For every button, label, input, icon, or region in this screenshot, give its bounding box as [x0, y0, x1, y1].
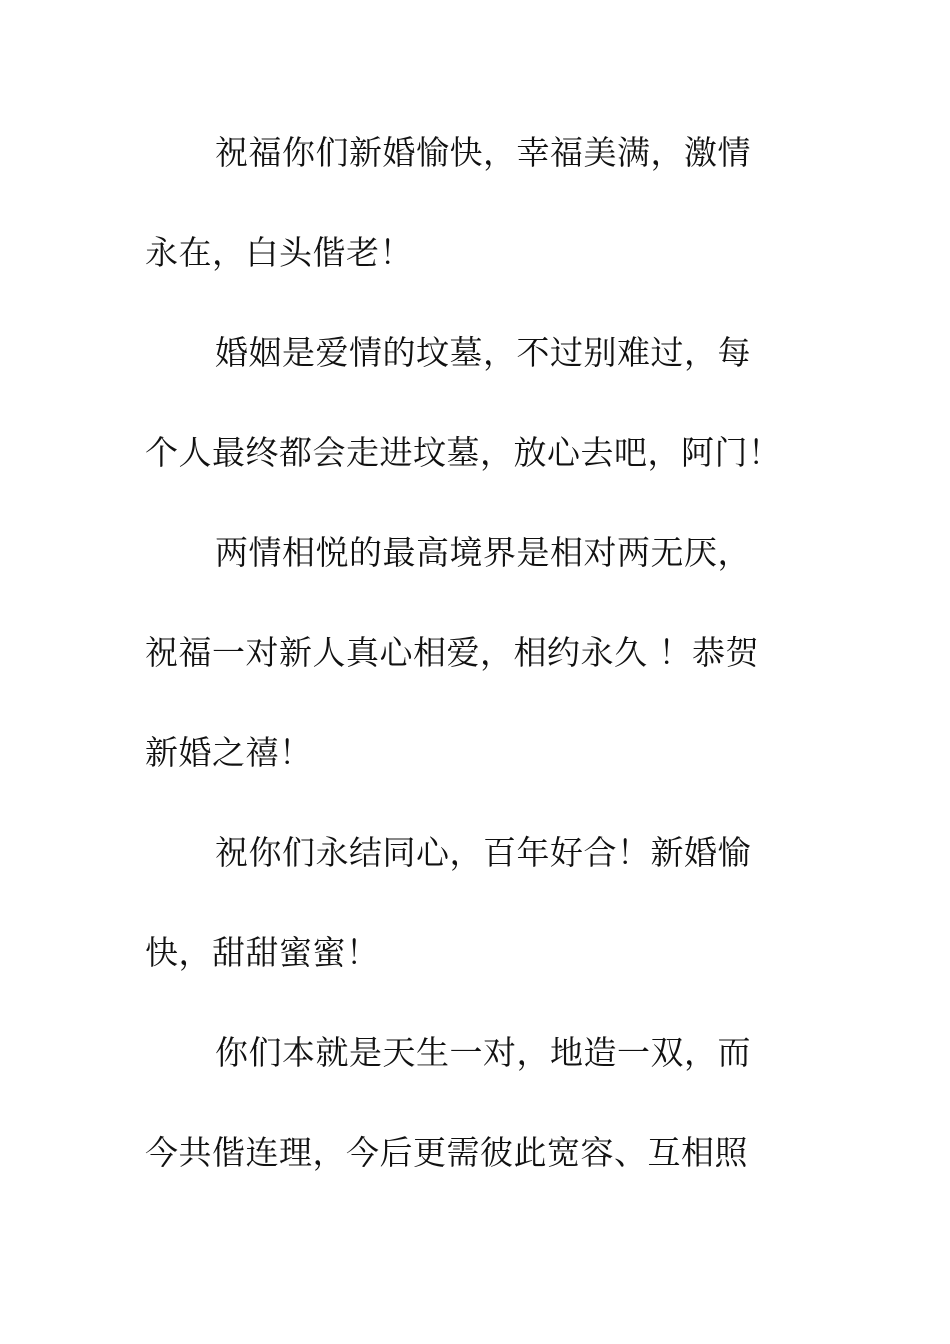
paragraph-3-line-1: 两情相悦的最高境界是相对两无厌，: [215, 533, 751, 572]
paragraph-5-line-2: 今共偕连理，今后更需彼此宽容、互相照: [145, 1133, 748, 1172]
paragraph-5-line-1: 你们本就是天生一对，地造一双，而: [215, 1033, 751, 1072]
paragraph-3-line-3: 新婚之禧！: [145, 733, 313, 772]
paragraph-1-line-1: 祝福你们新婚愉快，幸福美满，激情: [215, 133, 751, 172]
paragraph-4-line-2: 快，甜甜蜜蜜！: [145, 933, 380, 972]
paragraph-4-line-1: 祝你们永结同心，百年好合！新婚愉: [215, 833, 751, 872]
paragraph-2-line-2: 个人最终都会走进坟墓，放心去吧，阿门！: [145, 433, 782, 472]
paragraph-2-line-1: 婚姻是爱情的坟墓，不过别难过，每: [215, 333, 751, 372]
paragraph-1-line-2: 永在，白头偕老！: [145, 233, 413, 272]
paragraph-3-line-2: 祝福一对新人真心相爱，相约永久 ！恭贺: [145, 633, 759, 672]
